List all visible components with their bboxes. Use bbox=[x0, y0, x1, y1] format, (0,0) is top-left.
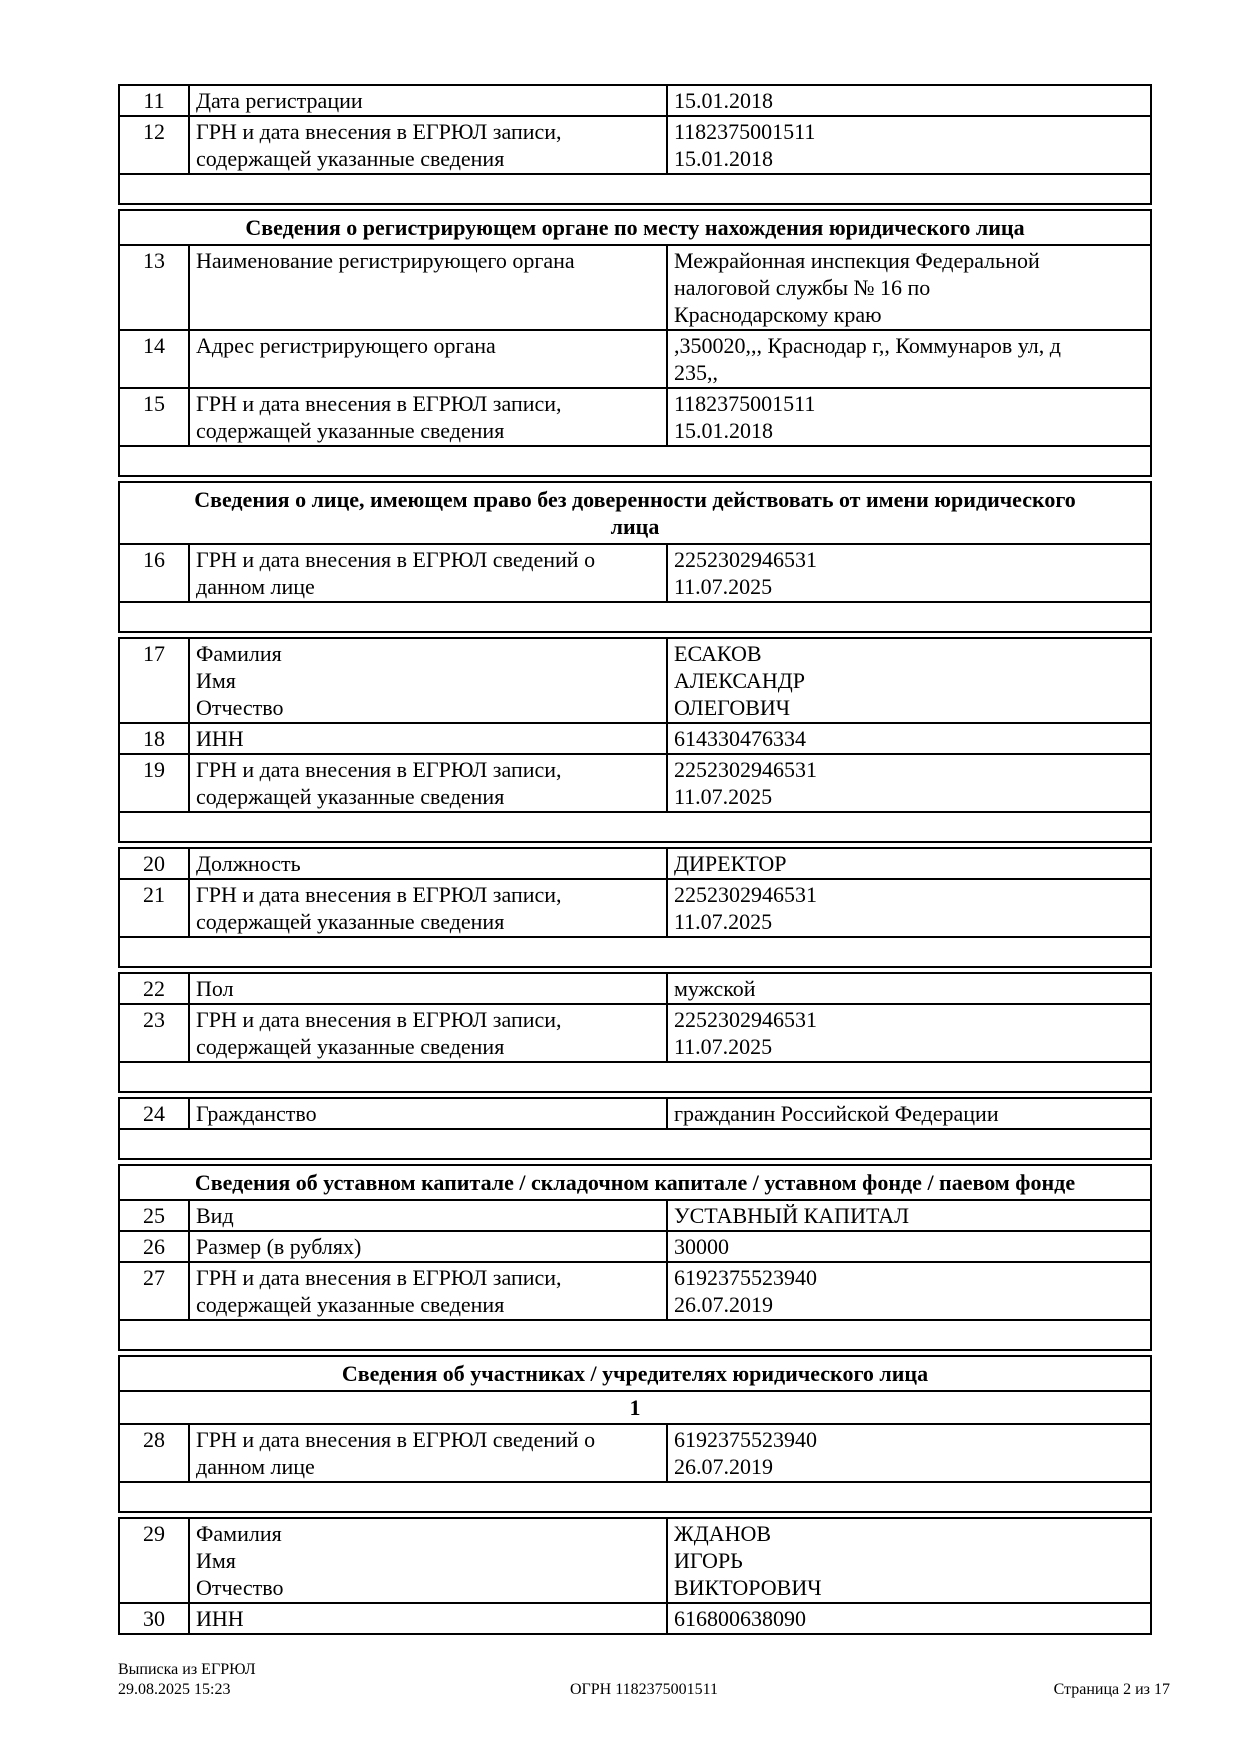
field-label-line: содержащей указанные сведения bbox=[196, 1034, 505, 1059]
field-value bbox=[668, 389, 1150, 445]
field-value bbox=[668, 639, 1150, 722]
field-label bbox=[190, 1263, 668, 1319]
row-number: 19 bbox=[120, 755, 190, 811]
field-value bbox=[668, 246, 1150, 329]
spacer-row bbox=[120, 1063, 1150, 1091]
table-block bbox=[118, 972, 1152, 1093]
footer bbox=[118, 1660, 1170, 1700]
field-label-line: ГРН и дата внесения в ЕГРЮЛ сведений о bbox=[196, 547, 596, 572]
table-row bbox=[120, 880, 1150, 938]
field-value-line: Краснодарскому краю bbox=[674, 302, 882, 327]
row-number: 28 bbox=[120, 1425, 190, 1481]
field-value bbox=[668, 724, 1150, 753]
field-value-line: 614330476334 bbox=[674, 726, 806, 751]
field-label bbox=[190, 639, 668, 722]
field-label-line: ГРН и дата внесения в ЕГРЮЛ записи, bbox=[196, 1265, 562, 1290]
field-value-line: ИГОРЬ bbox=[674, 1548, 743, 1573]
field-value-line: гражданин Российской Федерации bbox=[674, 1101, 999, 1126]
footer-ogrn: ОГРН 1182375001511 bbox=[569, 1681, 719, 1698]
row-number: 29 bbox=[120, 1519, 190, 1602]
section-header bbox=[120, 483, 1150, 545]
header-line: Сведения о регистрирующем органе по месту нахождения юридического лица bbox=[245, 215, 1025, 240]
field-label-line: данном лице bbox=[196, 574, 315, 599]
field-value-line: ЖДАНОВ bbox=[674, 1521, 772, 1546]
row-number: 20 bbox=[120, 849, 190, 878]
field-value bbox=[668, 86, 1150, 115]
header-line: Сведения об участниках / учредителях юридического лица bbox=[341, 1361, 929, 1386]
table-row bbox=[120, 849, 1150, 880]
table-row bbox=[120, 1425, 1150, 1483]
field-value-line: 1182375001511 bbox=[674, 119, 816, 144]
table-row bbox=[120, 755, 1150, 813]
field-label-line: ГРН и дата внесения в ЕГРЮЛ записи, bbox=[196, 1007, 562, 1032]
field-label bbox=[190, 1201, 668, 1230]
field-value bbox=[668, 1232, 1150, 1261]
table-row bbox=[120, 545, 1150, 603]
field-label-line: содержащей указанные сведения bbox=[196, 1292, 505, 1317]
field-label-line: содержащей указанные сведения bbox=[196, 146, 505, 171]
table-block bbox=[118, 84, 1152, 205]
field-label-line: ГРН и дата внесения в ЕГРЮЛ записи, bbox=[196, 391, 562, 416]
field-label bbox=[190, 1604, 668, 1633]
field-value-line: 6192375523940 bbox=[674, 1265, 817, 1290]
field-label bbox=[190, 1005, 668, 1061]
egrul-extract-table bbox=[118, 84, 1152, 1635]
field-value-line: мужской bbox=[674, 976, 756, 1001]
header-line: 1 bbox=[629, 1395, 641, 1420]
field-label-line: Фамилия bbox=[196, 641, 282, 666]
table-block bbox=[118, 1517, 1152, 1635]
table-block bbox=[118, 1164, 1152, 1351]
field-value-line: ЕСАКОВ bbox=[674, 641, 762, 666]
spacer-row bbox=[120, 175, 1150, 203]
row-number: 24 bbox=[120, 1099, 190, 1128]
field-value-line: 616800638090 bbox=[674, 1606, 806, 1631]
field-label bbox=[190, 880, 668, 936]
field-label-line: Имя bbox=[196, 668, 236, 693]
spacer-row bbox=[120, 938, 1150, 966]
field-value bbox=[668, 331, 1150, 387]
spacer-row bbox=[120, 447, 1150, 475]
field-value-line: 2252302946531 bbox=[674, 1007, 817, 1032]
row-number: 14 bbox=[120, 331, 190, 387]
field-label bbox=[190, 849, 668, 878]
table-row bbox=[120, 389, 1150, 447]
field-label bbox=[190, 117, 668, 173]
field-value bbox=[668, 1099, 1150, 1128]
field-label bbox=[190, 974, 668, 1003]
field-label-line: ИНН bbox=[196, 1606, 244, 1631]
table-block bbox=[118, 1097, 1152, 1160]
row-number: 23 bbox=[120, 1005, 190, 1061]
table-row bbox=[120, 1005, 1150, 1063]
header-line: Сведения об уставном капитале / складочном капитале / уставном фонде / паевом фонде bbox=[194, 1170, 1076, 1195]
table-block bbox=[118, 209, 1152, 477]
field-value-line: 2252302946531 bbox=[674, 882, 817, 907]
field-label-line: Вид bbox=[196, 1203, 234, 1228]
row-number: 18 bbox=[120, 724, 190, 753]
field-label bbox=[190, 1232, 668, 1261]
field-value-line: ДИРЕКТОР bbox=[674, 851, 787, 876]
table-row bbox=[120, 86, 1150, 117]
footer-datetime: 29.08.2025 15:23 bbox=[118, 1681, 231, 1698]
table-block bbox=[118, 481, 1152, 633]
table-row bbox=[120, 1099, 1150, 1130]
table-row bbox=[120, 1604, 1150, 1633]
field-label-line: данном лице bbox=[196, 1454, 315, 1479]
field-label bbox=[190, 724, 668, 753]
field-label-line: ИНН bbox=[196, 726, 244, 751]
field-value bbox=[668, 1201, 1150, 1230]
field-label bbox=[190, 331, 668, 387]
field-label-line: Адрес регистрирующего органа bbox=[196, 333, 496, 358]
participant-number bbox=[120, 1392, 1150, 1425]
field-label-line: Имя bbox=[196, 1548, 236, 1573]
row-number: 21 bbox=[120, 880, 190, 936]
row-number: 25 bbox=[120, 1201, 190, 1230]
field-value-line: УСТАВНЫЙ КАПИТАЛ bbox=[674, 1203, 910, 1228]
field-label-line: Размер (в рублях) bbox=[196, 1234, 362, 1259]
field-label bbox=[190, 545, 668, 601]
field-value bbox=[668, 880, 1150, 936]
row-number: 12 bbox=[120, 117, 190, 173]
field-value bbox=[668, 1604, 1150, 1633]
row-number: 22 bbox=[120, 974, 190, 1003]
section-header bbox=[120, 1357, 1150, 1392]
field-label-line: Гражданство bbox=[196, 1101, 317, 1126]
field-value bbox=[668, 849, 1150, 878]
field-label-line: Отчество bbox=[196, 1575, 284, 1600]
row-number: 17 bbox=[120, 639, 190, 722]
table-row bbox=[120, 724, 1150, 755]
field-label bbox=[190, 755, 668, 811]
field-value bbox=[668, 755, 1150, 811]
row-number: 16 bbox=[120, 545, 190, 601]
field-label bbox=[190, 1425, 668, 1481]
table-row bbox=[120, 1201, 1150, 1232]
field-label-line: Фамилия bbox=[196, 1521, 282, 1546]
field-value-line: Межрайонная инспекция Федеральной bbox=[674, 248, 1040, 273]
table-row bbox=[120, 1519, 1150, 1604]
field-value-line: 235,, bbox=[674, 360, 718, 385]
field-label-line: Пол bbox=[196, 976, 234, 1001]
field-value bbox=[668, 1263, 1150, 1319]
field-label bbox=[190, 1519, 668, 1602]
field-value bbox=[668, 117, 1150, 173]
field-value-line: 11.07.2025 bbox=[674, 909, 773, 934]
field-value-line: налоговой службы № 16 по bbox=[674, 275, 931, 300]
field-value-line: 15.01.2018 bbox=[674, 146, 773, 171]
row-number: 26 bbox=[120, 1232, 190, 1261]
spacer-row bbox=[120, 603, 1150, 631]
field-value bbox=[668, 1425, 1150, 1481]
table-row bbox=[120, 246, 1150, 331]
field-value-line: 1182375001511 bbox=[674, 391, 816, 416]
spacer-row bbox=[120, 1130, 1150, 1158]
field-label-line: содержащей указанные сведения bbox=[196, 784, 505, 809]
field-label-line: Дата регистрации bbox=[196, 88, 363, 113]
table-row bbox=[120, 117, 1150, 175]
field-label bbox=[190, 389, 668, 445]
table-row bbox=[120, 974, 1150, 1005]
table-block bbox=[118, 1355, 1152, 1513]
field-value-line: 15.01.2018 bbox=[674, 418, 773, 443]
table-row bbox=[120, 639, 1150, 724]
field-label-line: Отчество bbox=[196, 695, 284, 720]
footer-doc-name: Выписка из ЕГРЮЛ bbox=[118, 1661, 256, 1678]
spacer-row bbox=[120, 1483, 1150, 1511]
field-label-line: ГРН и дата внесения в ЕГРЮЛ записи, bbox=[196, 757, 562, 782]
field-value-line: 30000 bbox=[674, 1234, 729, 1259]
spacer-row bbox=[120, 813, 1150, 841]
field-value-line: 11.07.2025 bbox=[674, 1034, 773, 1059]
field-label bbox=[190, 1099, 668, 1128]
row-number: 13 bbox=[120, 246, 190, 329]
field-value bbox=[668, 545, 1150, 601]
field-value-line: АЛЕКСАНДР bbox=[674, 668, 805, 693]
field-label-line: Наименование регистрирующего органа bbox=[196, 248, 575, 273]
section-header bbox=[120, 1166, 1150, 1201]
field-value-line: 15.01.2018 bbox=[674, 88, 773, 113]
section-header bbox=[120, 211, 1150, 246]
field-value-line: 11.07.2025 bbox=[674, 784, 773, 809]
header-line: лица bbox=[610, 514, 660, 539]
field-label bbox=[190, 86, 668, 115]
spacer-row bbox=[120, 1321, 1150, 1349]
field-value bbox=[668, 1005, 1150, 1061]
header-line: Сведения о лице, имеющем право без доверенности действовать от имени юридического bbox=[194, 487, 1076, 512]
table-row bbox=[120, 331, 1150, 389]
field-label bbox=[190, 246, 668, 329]
field-value-line: ВИКТОРОВИЧ bbox=[674, 1575, 822, 1600]
field-label-line: ГРН и дата внесения в ЕГРЮЛ записи, bbox=[196, 119, 562, 144]
field-value-line: 2252302946531 bbox=[674, 547, 817, 572]
field-label-line: Должность bbox=[196, 851, 301, 876]
table-row bbox=[120, 1263, 1150, 1321]
table-block bbox=[118, 847, 1152, 968]
field-value bbox=[668, 974, 1150, 1003]
field-label-line: ГРН и дата внесения в ЕГРЮЛ записи, bbox=[196, 882, 562, 907]
field-label-line: содержащей указанные сведения bbox=[196, 909, 505, 934]
field-value-line: 11.07.2025 bbox=[674, 574, 773, 599]
field-value-line: ,350020,,, Краснодар г,, Коммунаров ул, д bbox=[674, 333, 1061, 358]
field-value-line: 6192375523940 bbox=[674, 1427, 817, 1452]
row-number: 30 bbox=[120, 1604, 190, 1633]
row-number: 27 bbox=[120, 1263, 190, 1319]
field-value-line: 26.07.2019 bbox=[674, 1454, 773, 1479]
row-number: 15 bbox=[120, 389, 190, 445]
table-row bbox=[120, 1232, 1150, 1263]
field-value-line: 2252302946531 bbox=[674, 757, 817, 782]
footer-page-number: Страница 2 из 17 bbox=[1053, 1681, 1170, 1698]
field-value bbox=[668, 1519, 1150, 1602]
field-value-line: ОЛЕГОВИЧ bbox=[674, 695, 791, 720]
field-value-line: 26.07.2019 bbox=[674, 1292, 773, 1317]
field-label-line: ГРН и дата внесения в ЕГРЮЛ сведений о bbox=[196, 1427, 596, 1452]
table-block bbox=[118, 637, 1152, 843]
field-label-line: содержащей указанные сведения bbox=[196, 418, 505, 443]
row-number: 11 bbox=[120, 86, 190, 115]
